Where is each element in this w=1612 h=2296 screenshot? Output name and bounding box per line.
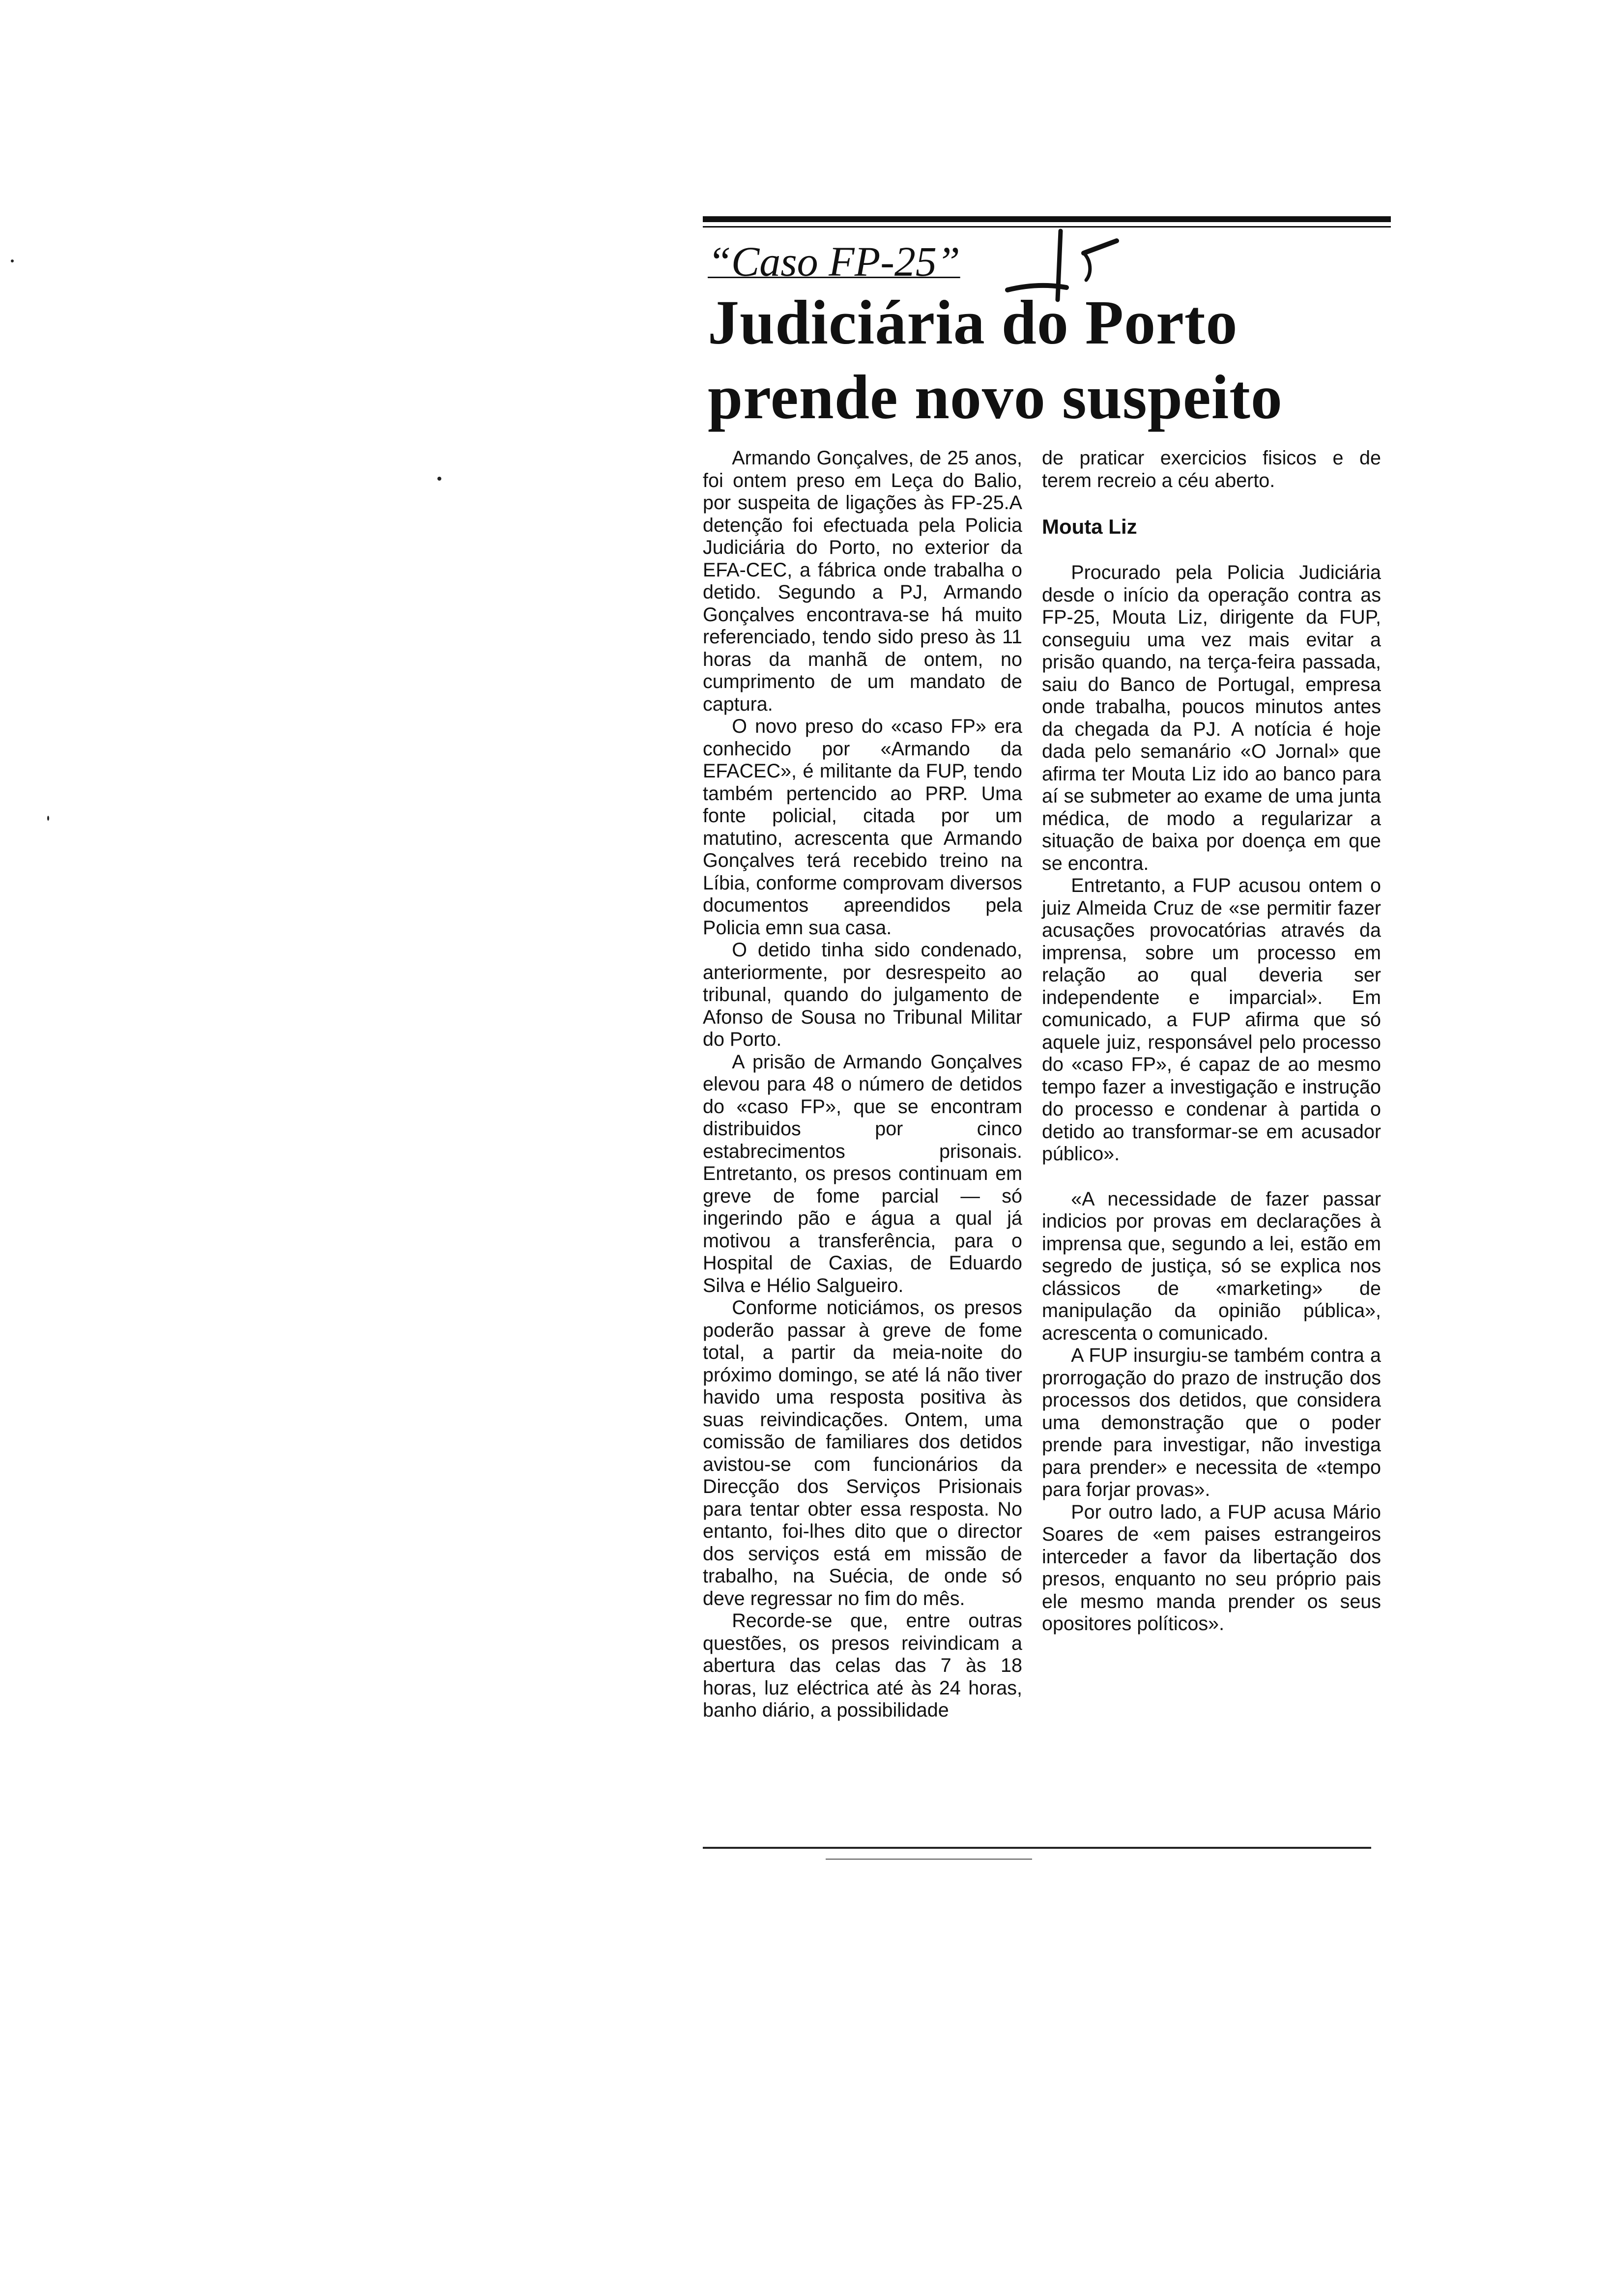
paragraph-gap [1042, 1166, 1381, 1188]
article-column-left [703, 447, 1022, 1722]
paragraph: O detido tinha sido condenado, anteriormente, por desrespeito ao tribunal, quando do julgamento de Afonso de Sousa no Tribunal Militar do Porto. [703, 939, 1022, 1050]
article-headline: Judiciária do Porto prende novo suspeito [708, 287, 1283, 432]
paragraph: de praticar exercicios fisicos e de terem recreio a céu aberto. [1042, 447, 1381, 491]
paragraph: A FUP insurgiu-se também contra a prorrogação do prazo de instrução dos processos dos detidos, que considera uma demonstração que o poder prende para investigar, não investiga para prender» e necessita de «tempo para forjar provas». [1042, 1345, 1381, 1500]
scan-speck [437, 477, 441, 481]
paragraph: Por outro lado, a FUP acusa Mário Soares de «em paises estrangeiros interceder a favor da libertação dos presos, enquanto no seu próprio pais ele mesmo manda prender os seus opositores políticos». [1042, 1501, 1381, 1635]
bottom-rule [703, 1847, 1371, 1849]
paragraph: Armando Gonçalves, de 25 anos, foi ontem preso em Leça do Balio, por suspeita de ligações às FP-25.A detenção foi efectuada pela Policia Judiciária do Porto, no exterior da EFA-CEC, a fábrica onde trabalha o detido. Segundo a PJ, Armando Gonçalves encontrava-se há muito referenciado, tendo sido preso às 11 horas da manhã de ontem, no cumprimento de um mandato de captura. [703, 447, 1022, 715]
article-column-right [1042, 447, 1381, 1636]
scan-speck [47, 816, 49, 821]
scan-speck [11, 259, 14, 262]
article-kicker: “Caso FP-25” [708, 238, 960, 285]
paragraph: Conforme noticiámos, os presos poderão passar à greve de fome total, a partir da meia-noite do próximo domingo, se até lá não tiver havido uma resposta positiva às suas reivindicações. Ontem, uma comissão de familiares dos detidos avistou-se com funcionários da Direcção dos Serviços Prisionais para tentar obter essa resposta. No entanto, foi-lhes dito que o director dos serviços está em missão de trabalho, na Suécia, de onde só deve regressar no fim do mês. [703, 1297, 1022, 1609]
newspaper-clipping [698, 206, 1401, 1877]
paragraph: Recorde-se que, entre outras questões, os presos reivindicam a abertura das celas das 7 às 18 horas, luz eléctrica até às 24 horas, banho diário, a possibilidade [703, 1610, 1022, 1721]
paragraph: O novo preso do «caso FP» era conhecido por «Armando da EFACEC», é militante da FUP, tendo também pertencido ao PRP. Uma fonte policial, citada por um matutino, acrescenta que Armando Gonçalves terá recebido treino na Líbia, conforme comprovam diversos documentos apreendidos pela Policia emn sua casa. [703, 716, 1022, 939]
paragraph: «A necessidade de fazer passar indicios por provas em declarações à imprensa que, segundo a lei, estão em segredo de justiça, só se explica nos clássicos de «marketing» de manipulação da opinião pública», acrescenta o comunicado. [1042, 1188, 1381, 1344]
paragraph: A prisão de Armando Gonçalves elevou para 48 o número de detidos do «caso FP», que se encontram distribuidos por cinco estabrecimentos prisonais. Entretanto, os presos continuam em greve de fome parcial — só ingerindo pão e água a qual já motivou a transferência, para o Hospital de Caxias, de Eduardo Silva e Hélio Salgueiro. [703, 1051, 1022, 1296]
top-rule [703, 216, 1391, 222]
bottom-rule-faint [826, 1859, 1032, 1860]
paragraph: Procurado pela Policia Judiciária desde o início da operação contra as FP-25, Mouta Liz, dirigente da FUP, conseguiu uma vez mais evitar a prisão quando, na terça-feira passada, saiu do Banco de Portugal, empresa onde trabalha, poucos minutos antes da chegada da PJ. A notícia é hoje dada pelo semanário «O Jornal» que afirma ter Mouta Liz ido ao banco para aí se submeter ao exame de uma junta médica, de modo a regularizar a situação de baixa por doença em que se encontra. [1042, 562, 1381, 874]
paragraph: Entretanto, a FUP acusou ontem o juiz Almeida Cruz de «se permitir fazer acusações provocatórias através da imprensa, sobre um processo em relação ao qual deveria ser independente e imparcial». Em comunicado, a FUP afirma que só aquele juiz, responsável pelo processo do «caso FP», é capaz de ao mesmo tempo fazer a investigação e instrução do processo e condenar à partida o detido ao transformar-se em acusador público». [1042, 875, 1381, 1165]
section-subhead: Mouta Liz [1042, 515, 1137, 538]
